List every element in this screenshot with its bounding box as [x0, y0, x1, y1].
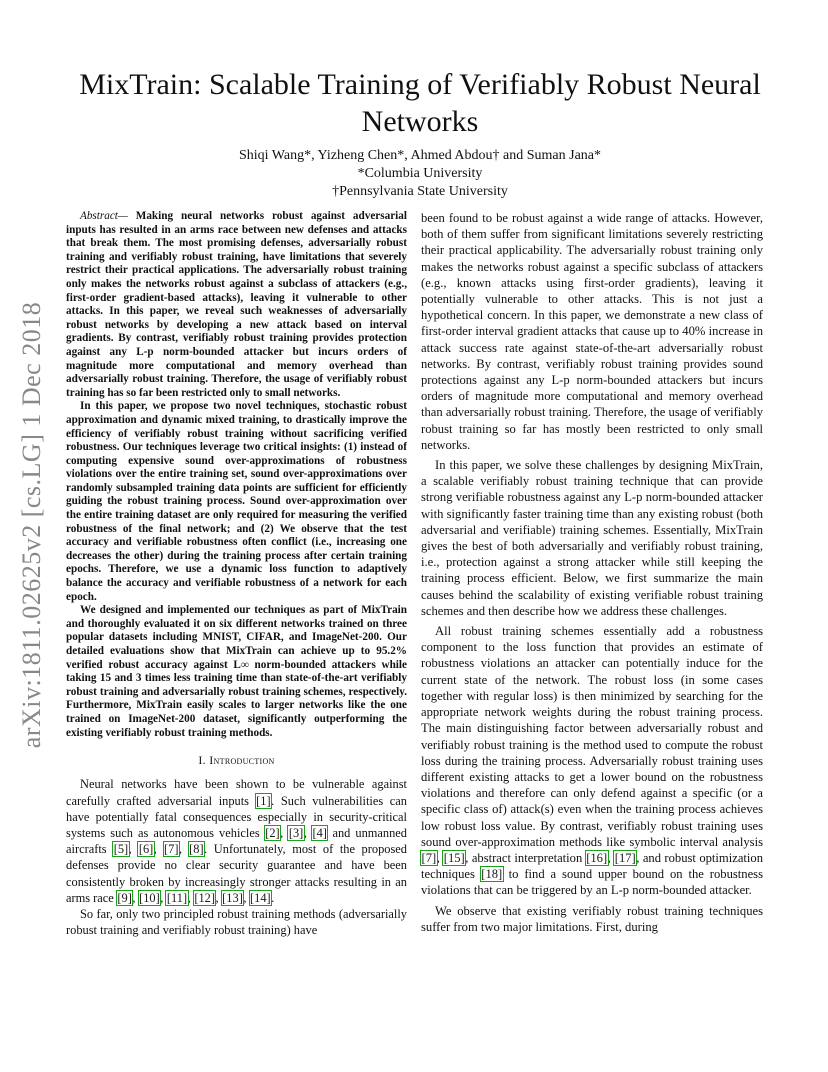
arxiv-sidebar-stamp	[12, 290, 52, 760]
intro-paragraph-4: All robust training schemes essentially add a robustness component to the loss function that provides an estimate of robustness violations an attacker can potentially induce for the current state of the network. The robust loss (in some cases together with regular loss) is then minimized by searching for the appropriate network weights during the robust training process. The main distinguishing factor between adversarially robust and verifiably robust training is the method used to compute the robust loss during the training process. Adversarially robust training uses different existing attacks to get a lower bound on the robustness violations and therefore can only defend against a specific (or a specific class of) attack(s) even when the training process achieves low robust loss value. By contrast, verifiably robust training uses sound over-approximation methods like symbolic interval analysis [7], [15], abstract interpretation [16], [17], and robust optimization techniques [18] to find a sound upper bound on the robustness violations that can be triggered by an L-p norm-bounded attacker.	[421, 624, 763, 898]
intro-paragraph-5: We observe that existing verifiably robust training techniques suffer from two major limitations. First, during	[421, 903, 763, 934]
citation-link[interactable]: [18]	[481, 867, 503, 882]
intro-paragraph-3: In this paper, we solve these challenges by designing MixTrain, a scalable verifiably robust training technique that can provide strong verifiable robustness against any L-p norm-bounded attacker with significantly faster training time than any existing robust (both adversarial and verifiable) training schemes. Essentially, MixTrain gives the best of both adversarially and verifiably robust training, i.e., protection against a strong attacker while still keeping the training process efficient. Below, we first summarize the main causes behind the scalability of existing verifiable robust training schemes and then describe how we address these challenges.	[421, 458, 763, 618]
author-list: Shiqi Wang*, Yizheng Chen*, Ahmed Abdou† and Suman Jana*	[238, 148, 602, 163]
citation-link[interactable]: [3]	[288, 825, 304, 840]
citation-link[interactable]: [7]	[421, 850, 437, 865]
citation-link[interactable]: [9]	[117, 890, 132, 905]
abstract-paragraph-1: Abstract— Making neural networks robust against adversarial inputs has resulted in an arms race between new defenses and attacks that break them. The most promising defenses, adversarially robust training and verifiably robust training, have limitations that severely restrict their practical applications. The adversarially robust training only makes the networks robust against a subclass of attackers (e.g., first-order gradient-based attacks), leaving it vulnerable to other attacks. In this paper, we reveal such weaknesses of adversarially robust networks by developing a new attack based on interval gradients. By contrast, verifiably robust training provides protection against any L-p norm-bounded attacker but incurs orders of magnitude more computational and memory overhead than adversarially robust training. Therefore, the usage of verifiably robust training has so far been restricted only to small networks.	[66, 210, 407, 399]
affiliation-penn-state: †Pennsylvania State University	[332, 184, 508, 199]
intro-paragraph-2-start: So far, only two principled robust training methods (adversarially robust training and verifiably robust training) have	[66, 906, 407, 938]
citation-link[interactable]: [15]	[443, 850, 465, 865]
intro-paragraph-2-continued: been found to be robust against a wide range of attacks. However, both of them suffer from significant limitations severely restricting their practical applicability. The adversarially robust training only makes the networks robust against a specific subclass of attackers (e.g., known attacks using first-order gradients), leaving it potentially vulnerable to other attacks. This is not just a hypothetical concern. In this paper, we demonstrate a new class of first-order interval gradient attacks that cause up to 40% increase in attack success rate against state-of-the-art adversarially robust networks. By contrast, verifiably robust training provides sound protections against any L-p norm-bounded attackers but incurs orders of magnitude more computational and memory overhead than adversarially robust training. Therefore, the usage of verifiably robust training so far has mostly been restricted to only small networks.	[421, 211, 763, 452]
paper-title: MixTrain: Scalable Training of Verifiably Robust Neural Networks	[79, 68, 761, 138]
affiliation-columbia: *Columbia University	[357, 166, 483, 181]
citation-link[interactable]: [13]	[222, 890, 243, 905]
abstract-label: Abstract—	[80, 210, 128, 222]
citation-link[interactable]: [4]	[312, 825, 327, 840]
arxiv-id-text: arXiv:1811.02625v2 [cs.LG] 1 Dec 2018	[17, 301, 46, 749]
citation-link[interactable]: [10]	[139, 890, 160, 905]
abstract	[66, 210, 407, 740]
citation-link[interactable]: [1]	[256, 793, 271, 808]
citation-link[interactable]: [11]	[166, 890, 188, 905]
citation-link[interactable]: [14]	[250, 890, 271, 905]
section-heading-introduction: I. Introduction	[198, 753, 275, 768]
citation-link[interactable]: [8]	[189, 842, 204, 857]
abstract-paragraph-2: In this paper, we propose two novel techniques, stochastic robust approximation and dynamic mixed training, to drastically improve the efficiency of verifiably robust training without sacrificing verified robustness. Our techniques leverage two critical insights: (1) instead of computing expensive sound over-approximations of robustness violations over the entire training set, sound over-approximations over randomly subsampled training data points are sufficient for efficiently guiding the robust training process. Sound over-approximation over the entire training dataset are only required for measuring the verified robustness of the final network; and (2) We observe that the test accuracy and verifiable robustness often conflict (i.e., increasing one decreases the other) during the training process after certain training epochs. Therefore, we use a dynamic loss function to adaptively balance the accuracy and verifiable robustness of a network for each epoch.	[66, 400, 407, 603]
author-block	[70, 147, 770, 201]
abstract-paragraph-3: We designed and implemented our techniques as part of MixTrain and thoroughly evaluated it on six different networks trained on three popular datasets including MNIST, CIFAR, and ImageNet-200. Our detailed evaluations show that MixTrain can achieve up to 95.2% verified robust accuracy against L∞ norm-bounded attackers while taking 15 and 3 times less training time than state-of-the-art verifiably robust training and adversarially robust training schemes, respectively. Furthermore, MixTrain easily scales to larger networks like the one trained on ImageNet-200 dataset, significantly outperforming the existing verifiably robust training methods.	[66, 604, 407, 739]
citation-link[interactable]: [16]	[586, 850, 608, 865]
right-column	[421, 210, 763, 935]
citation-link[interactable]: [7]	[164, 842, 179, 857]
citation-link[interactable]: [5]	[113, 842, 129, 857]
intro-paragraph-1: Neural networks have been shown to be vulnerable against carefully crafted adversarial inputs [1]. Such vulnerabilities can have potentially fatal consequences especially in security-critical systems such as autonomous vehicles [2], [3], [4] and unmanned aircrafts [5], [6], [7], [8]. Unfortunately, most of the proposed defenses provide no clear security guarantee and have been consistently broken by increasingly stronger attacks resulting in an arms race [9], [10], [11], [12], [13], [14].	[66, 777, 408, 905]
citation-link[interactable]: [12]	[194, 890, 215, 905]
citation-link[interactable]: [17]	[614, 850, 636, 865]
citation-link[interactable]: [2]	[265, 825, 280, 840]
citation-link[interactable]: [6]	[138, 842, 154, 857]
left-column	[66, 210, 407, 938]
